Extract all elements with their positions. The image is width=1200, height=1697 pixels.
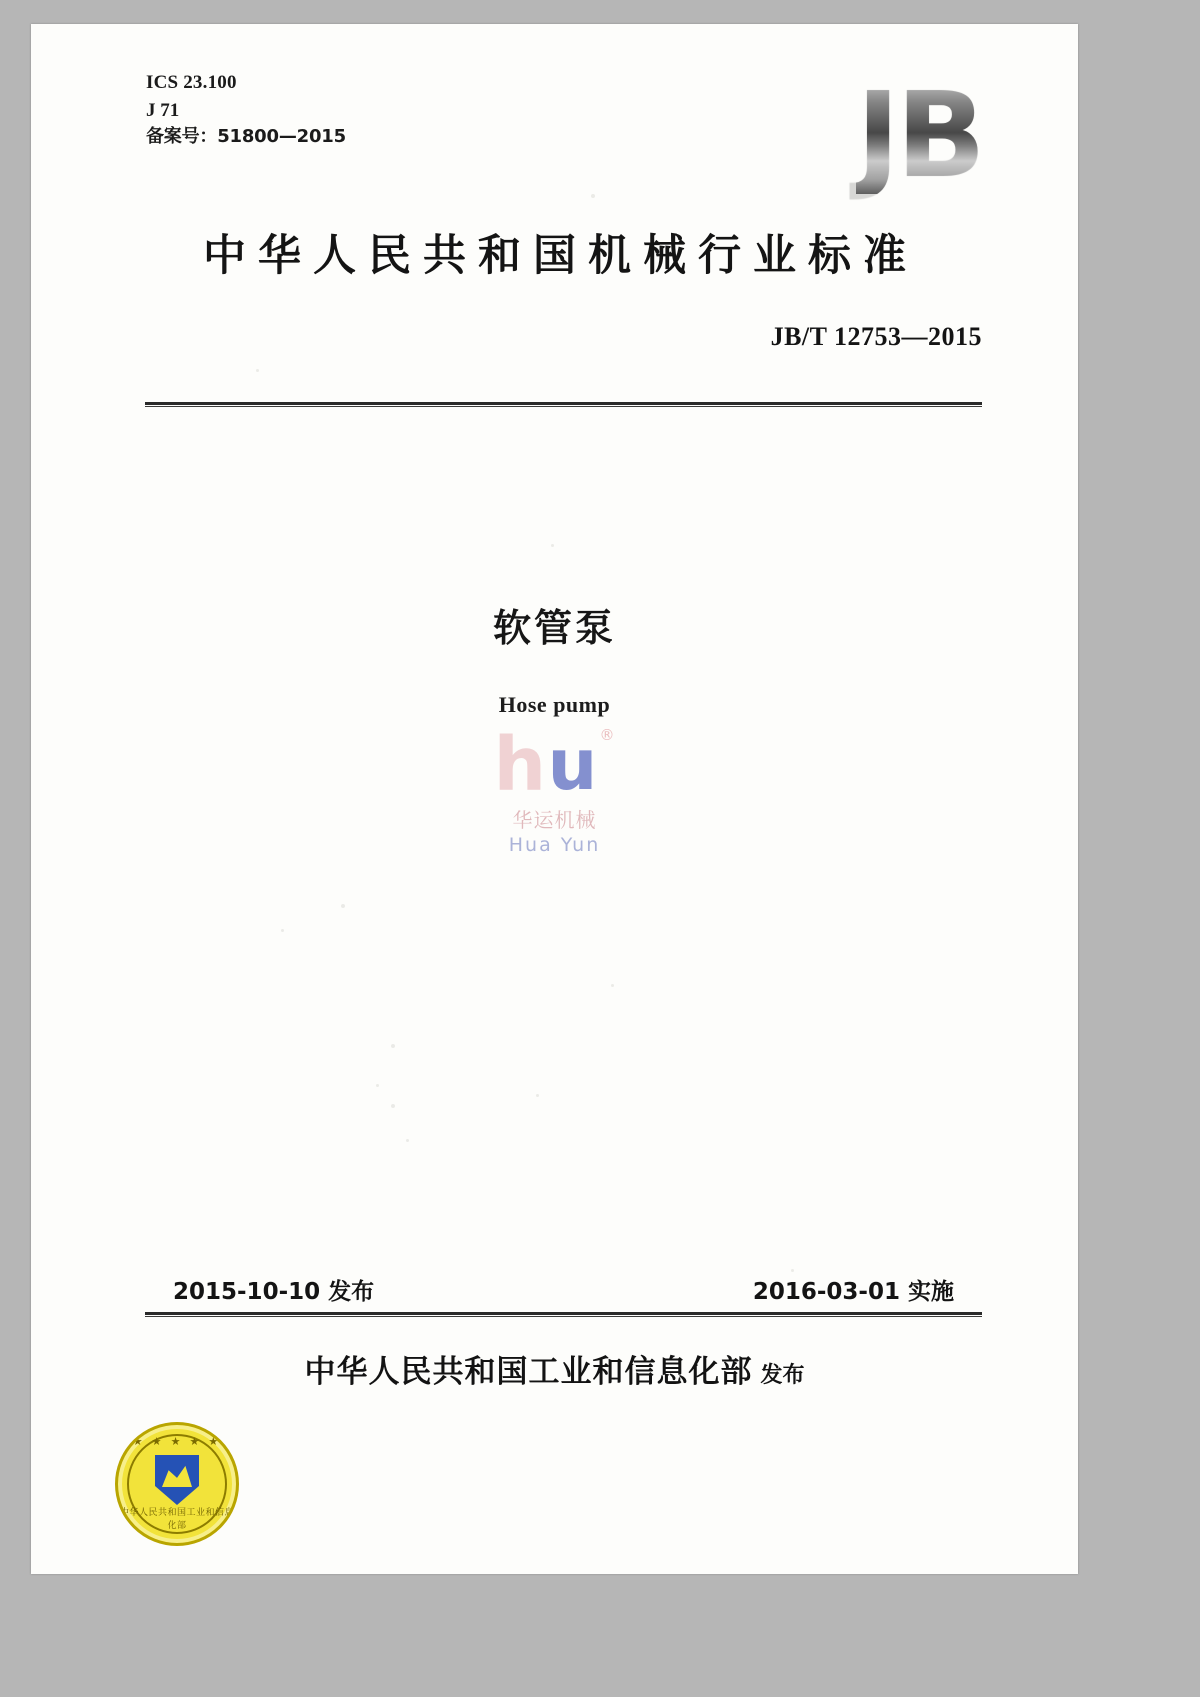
classification-code: J 71 [146, 99, 180, 121]
issuer-verb: 发布 [760, 1363, 805, 1388]
divider-bottom-thin [145, 1316, 982, 1317]
watermark-name-en: Hua Yun [508, 834, 601, 856]
divider-bottom [145, 1312, 982, 1315]
seal-text: 中华人民共和国工业和信息化部 [119, 1508, 234, 1531]
subject-title-cn: 软管泵 [492, 606, 616, 650]
watermark [450, 724, 660, 856]
page-title: 中华人民共和国机械行业标准 [203, 231, 918, 281]
jb-logo: JB [856, 66, 982, 204]
subject-title-en: Hose pump [498, 692, 611, 717]
watermark-logo-icon [480, 722, 630, 808]
official-seal-icon [115, 1422, 239, 1546]
divider-top [145, 402, 982, 405]
registered-mark-icon: ® [599, 726, 615, 744]
implementation-date: 2016-03-01 实施 [752, 1279, 954, 1305]
ics-code: ICS 23.100 [146, 72, 237, 93]
issuer-name: 中华人民共和国工业和信息化部 [304, 1354, 753, 1390]
footer-dates [145, 1276, 982, 1310]
standard-number: JB/T 12753—2015 [770, 322, 982, 351]
seal-stars: ★ ★ ★ ★ ★ [132, 1436, 222, 1448]
publish-date: 2015-10-10 发布 [173, 1279, 375, 1305]
document-page [31, 24, 1078, 1574]
issuer-line [31, 1346, 1078, 1391]
record-number: 备案号：51800—2015 [146, 126, 346, 148]
watermark-name-cn: 华运机械 [512, 808, 597, 832]
divider-top-thin [145, 406, 982, 407]
header-metadata [146, 69, 346, 150]
watermark-glyph-right: u [547, 724, 598, 806]
watermark-glyph-left: h [493, 722, 547, 808]
